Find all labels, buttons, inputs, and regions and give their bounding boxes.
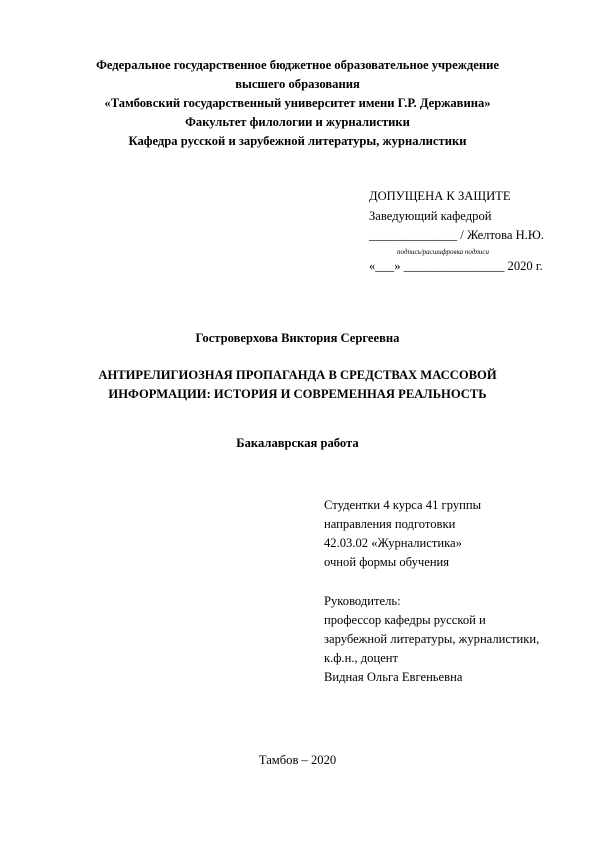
head-of-department-label: Заведующий кафедрой xyxy=(369,208,492,223)
student-line: Студентки 4 курса 41 группы xyxy=(324,498,482,512)
thesis-title xyxy=(0,366,595,404)
student-info xyxy=(324,496,481,572)
supervisor-line: зарубежной литературы, журналистики, xyxy=(324,632,540,646)
supervisor-line: Руководитель: xyxy=(324,594,401,608)
supervisor-line: к.ф.н., доцент xyxy=(324,651,399,665)
supervisor-line: Видная Ольга Евгеньевна xyxy=(324,670,463,684)
institution-header xyxy=(0,56,595,151)
student-line: направления подготовки xyxy=(324,517,456,531)
title-line: ИНФОРМАЦИИ: ИСТОРИЯ И СОВРЕМЕННАЯ РЕАЛЬНОСТЬ xyxy=(108,387,487,401)
approval-date-line: «___» ________________ 2020 г. xyxy=(369,258,543,273)
author-name: Гостроверхова Виктория Сергеевна xyxy=(195,331,400,345)
title-line: АНТИРЕЛИГИОЗНАЯ ПРОПАГАНДА В СРЕДСТВАХ МАССОВОЙ xyxy=(98,368,497,382)
city-year: Тамбов – 2020 xyxy=(258,753,337,767)
header-line: Кафедра русской и зарубежной литературы, журналистики xyxy=(128,134,467,148)
header-line: Факультет филологии и журналистики xyxy=(185,115,410,129)
student-line: очной формы обучения xyxy=(324,555,450,569)
work-type: Бакалаврская работа xyxy=(236,436,359,450)
student-line: 42.03.02 «Журналистика» xyxy=(324,536,462,550)
approval-stamp: ДОПУЩЕНА К ЗАЩИТЕ xyxy=(369,189,511,203)
signature-line: ______________ / Желтова Н.Ю. xyxy=(369,228,544,242)
header-line: высшего образования xyxy=(235,77,360,91)
approval-block xyxy=(369,187,544,276)
signature-caption: подпись/расшифровка подписи xyxy=(397,247,489,256)
header-line: Федеральное государственное бюджетное образовательное учреждение xyxy=(96,58,499,72)
header-line: «Тамбовский государственный университет имени Г.Р. Державина» xyxy=(104,96,491,110)
supervisor-line: профессор кафедры русской и xyxy=(324,613,486,627)
supervisor-info xyxy=(324,592,539,687)
